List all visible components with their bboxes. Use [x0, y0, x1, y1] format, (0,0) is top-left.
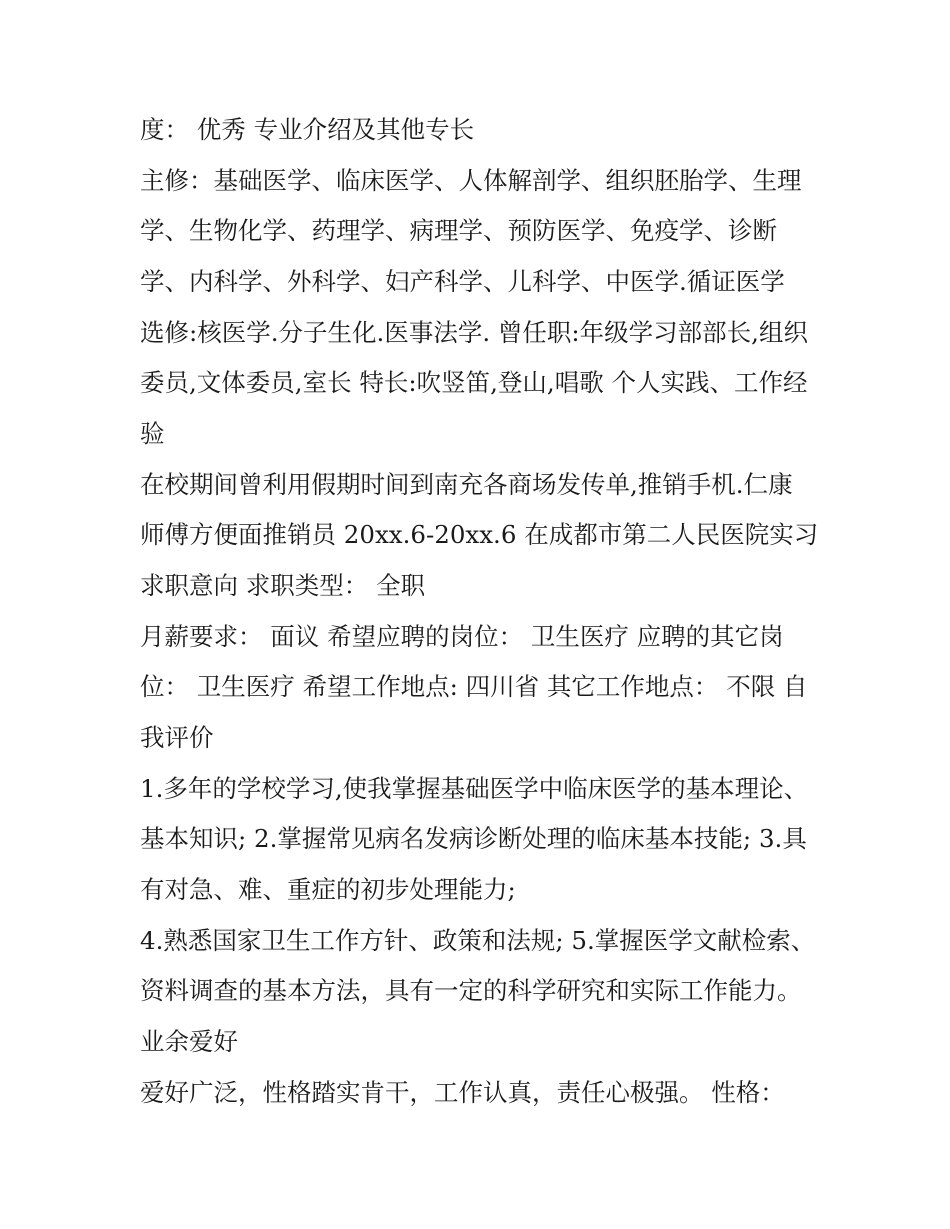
text-line: 学、生物化学、药理学、病理学、预防医学、免疫学、诊断 — [140, 216, 777, 245]
text-line: 委员,文体委员,室长 特长:吹竖笛,登山,唱歌 个人实践、工作经 — [140, 368, 808, 397]
text-line: 资料调查的基本方法，具有一定的科学研究和实际工作能力。 — [140, 976, 802, 1005]
section-heading: 业余爱好 — [140, 1027, 238, 1056]
text-line: 月薪要求： 面议 希望应聘的岗位： 卫生医疗 应聘的其它岗 — [140, 622, 784, 651]
text-line: 1.多年的学校学习,使我掌握基础医学中临床医学的基本理论、 — [140, 774, 809, 803]
text-line: 度： 优秀 专业介绍及其他专长 — [140, 115, 475, 144]
text-line: 求职意向 求职类型： 全职 — [140, 571, 426, 600]
text-line: 师傅方便面推销员 20xx.6-20xx.6 在成都市第二人民医院实习 — [140, 520, 819, 549]
text-line: 主修：基础医学、临床医学、人体解剖学、组织胚胎学、生理 — [140, 166, 802, 195]
text-line: 基本知识; 2.掌握常见病名发病诊断处理的临床基本技能; 3.具 — [140, 824, 807, 853]
text-line: 选修:核医学.分子生化.医事法学. 曾任职:年级学习部部长,组织 — [140, 318, 808, 347]
text-line: 爱好广泛，性格踏实肯干，工作认真，责任心极强。 性格： — [140, 1078, 785, 1107]
text-line: 学、内科学、外科学、妇产科学、儿科学、中医学.循证医学 — [140, 267, 785, 296]
text-line: 4.熟悉国家卫生工作方针、政策和法规; 5.掌握医学文献检索、 — [140, 926, 816, 955]
text-line: 在校期间曾利用假期时间到南充各商场发传单,推销手机.仁康 — [140, 470, 793, 499]
text-line: 有对急、难、重症的初步处理能力; — [140, 875, 516, 904]
text-line: 我评价 — [140, 723, 214, 752]
text-line: 位： 卫生医疗 希望工作地点: 四川省 其它工作地点： 不限 自 — [140, 672, 808, 701]
text-line: 验 — [140, 419, 165, 448]
